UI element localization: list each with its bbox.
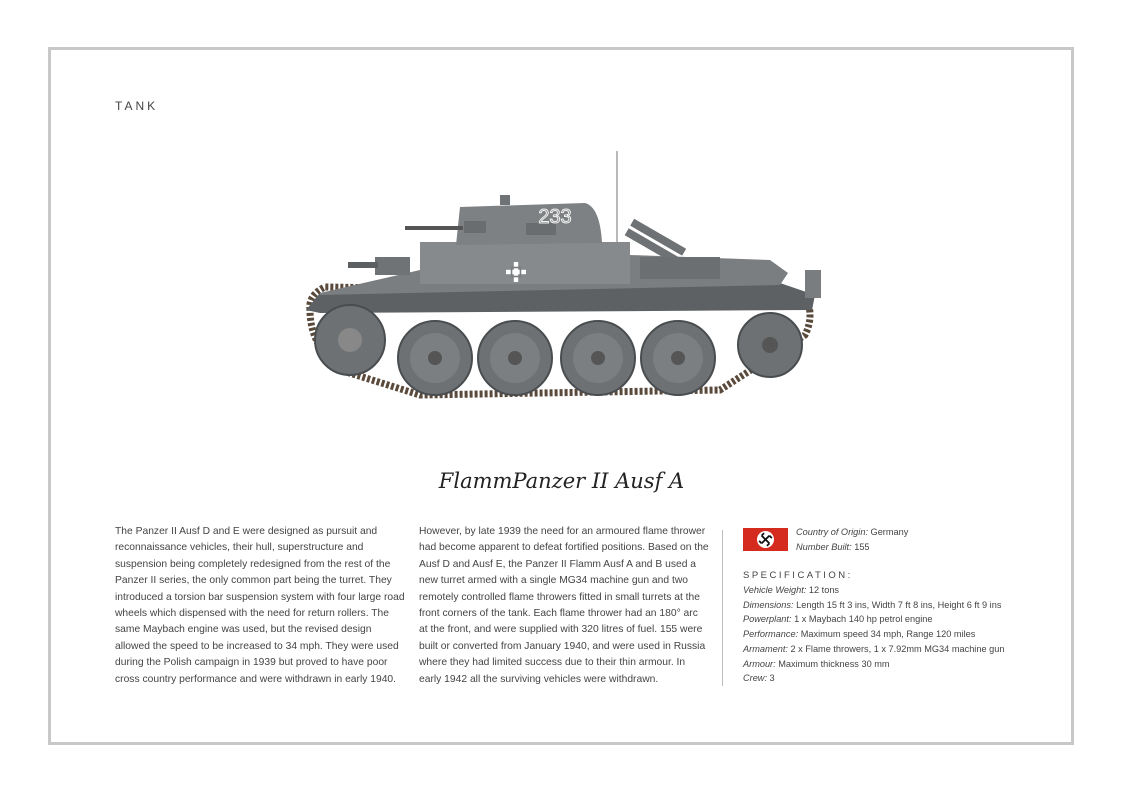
description-paragraph-1: The Panzer II Ausf D and E were designed as pursuit and reconnaissance vehicles, their hull, superstructure and suspension being completely redesigned from the rest of the Panzer II series, the only common part being the turret. They introduced a torsion bar suspension system with four large road wheels which dispensed with the need for return rollers. The same Maybach engine was used, but the revised design allowed the speed to be increased to 34 mph. They were used during the Polish campaign in 1939 but proved to have poor cross country performance and were withdrawn in early 1940.: [115, 526, 405, 685]
category-label: TANK: [115, 99, 159, 113]
number-built: Number Built: 155: [796, 541, 870, 552]
idler-hub: [762, 337, 778, 353]
spec-row: Vehicle Weight: 12 tons: [743, 585, 840, 595]
turret-vision-port: [464, 221, 486, 233]
vehicle-title: FlammPanzer II Ausf A: [438, 469, 685, 493]
turret-hatch: [500, 195, 510, 205]
spec-row: Powerplant: 1 x Maybach 140 hp petrol engine: [743, 614, 933, 625]
turret-machine-gun: [405, 226, 463, 230]
rear-box: [805, 270, 821, 298]
road-wheel: [398, 321, 472, 395]
spec-row: Armament: 2 x Flame throwers, 1 x 7.92mm MG34 machine gun: [743, 643, 1005, 654]
superstructure: [420, 242, 630, 284]
specification-list: [743, 583, 1004, 686]
engine-deck: [640, 257, 720, 279]
flame-thrower-nozzle: [348, 262, 378, 268]
road-wheel: [478, 321, 552, 395]
flame-thrower-turret: [375, 257, 410, 275]
column-divider: [722, 530, 723, 686]
turret-number: 233: [538, 206, 572, 228]
road-wheel: [561, 321, 635, 395]
spec-row: Armour: Maximum thickness 30 mm: [743, 658, 890, 669]
spec-row: Performance: Maximum speed 34 mph, Range 120 miles: [743, 629, 976, 640]
spec-row: Dimensions: Length 15 ft 3 ins, Width 7 ft 8 ins, Height 6 ft 9 ins: [743, 599, 1002, 610]
origin-block: [796, 525, 908, 554]
road-wheel: [641, 321, 715, 395]
country-of-origin: Country of Origin: Germany: [796, 527, 909, 537]
sprocket-hub: [338, 328, 362, 352]
spec-row: Crew: 3: [743, 673, 775, 684]
specification-heading: SPECIFICATION:: [743, 570, 853, 581]
german-flag-icon: [743, 528, 788, 551]
tank-illustration: [300, 145, 830, 410]
description-paragraph-2: However, by late 1939 the need for an armoured flame thrower had become apparent to defeat fortified positions. Based on the Ausf D and Ausf E, the Panzer II Flamm Ausf A and B used a new turret armed with a single MG34 machine gun and two remotely controlled flame throwers fitted in small turrets at the front corners of the tank. Each flame thrower had an 180° arc at the front, and were supplied with 320 litres of fuel. 155 were built or converted from January 1940, and were used in Russia where they had limited success due to their thin armour. In early 1942 all the surviving vehicles were withdrawn.: [419, 526, 709, 685]
